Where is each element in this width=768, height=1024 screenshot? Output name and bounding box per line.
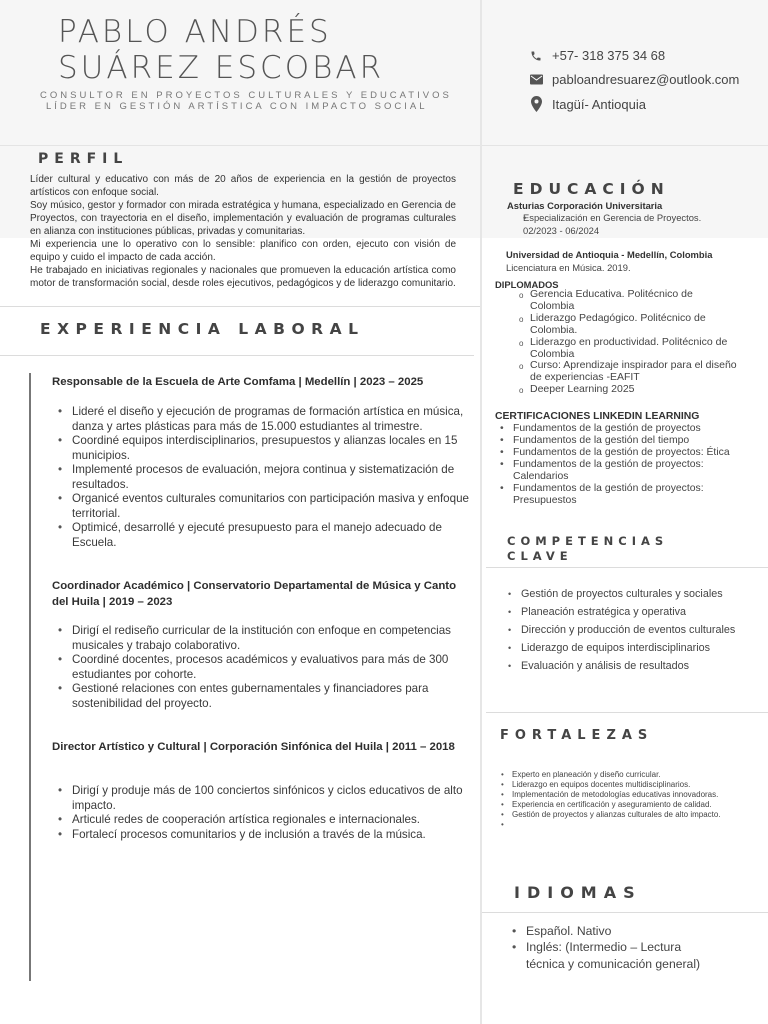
list-item: • Optimicé, desarrollé y ejecuté presupuesto para el manejo adecuado de Escuela. (72, 521, 476, 550)
list-item: • Fundamentos de la gestión de proyectos: Calendarios (513, 459, 738, 483)
name-last: SUÁREZ ESCOBAR (58, 50, 385, 86)
job-title: Coordinador Académico | Conservatorio Departamental de Música y Canto del Huila | 2019 – 2023 (52, 580, 457, 608)
job-bullets (72, 405, 476, 550)
mail-icon (528, 74, 544, 85)
contact-location (528, 96, 646, 112)
divider (486, 567, 768, 568)
list-item: o Liderazgo Pedagógico. Politécnico de Colombia. (530, 313, 740, 337)
job-bullets (72, 624, 476, 711)
list-item: o Gerencia Educativa. Politécnico de Colombia (530, 289, 740, 313)
list-item: • Articulé redes de cooperación artística regionales e internacionales. (72, 813, 476, 828)
contact-email[interactable] (528, 72, 739, 87)
list-item: o Deeper Learning 2025 (530, 384, 740, 396)
degree-item: Licenciatura en Música. 2019. (506, 262, 631, 273)
list-item: • Especialización en Gerencia de Proyectos. (523, 212, 743, 224)
list-item: • Español. Nativo (526, 923, 716, 939)
list-item: • Gestioné relaciones con entes gubernamentales y financiadores para sostenibilidad del proyecto. (72, 682, 476, 711)
degree-dates: 02/2023 - 06/2024 (523, 225, 600, 236)
competencias-title-clave: CLAVE (507, 549, 573, 563)
list-item: • Implementación de metodologías educativas innovadoras. (512, 790, 742, 800)
certificaciones-title: CERTIFICACIONES LINKEDIN LEARNING (495, 411, 700, 422)
phone-icon (528, 50, 544, 62)
list-item: • Experto en planeación y diseño curricular. (512, 770, 742, 780)
list-item: • Dirigí el rediseño curricular de la institución con enfoque en competencias musicales y trabajo colaborativo. (72, 624, 476, 653)
educacion-title: EDUCACIÓN (513, 180, 670, 198)
divider (486, 712, 768, 713)
list-item: o Liderazgo en productividad. Politécnico de Colombia (530, 337, 740, 361)
certificaciones-list (513, 423, 738, 507)
competencias-list (521, 586, 761, 676)
idiomas-list (526, 923, 716, 972)
list-item: • Implementé procesos de evaluación, mejora continua y sistematización de resultados. (72, 463, 476, 492)
fortalezas-title: FORTALEZAS (500, 728, 654, 743)
job-title: Responsable de la Escuela de Arte Comfama | Medellín | 2023 – 2025 (52, 376, 424, 388)
list-item: • Fundamentos de la gestión del tiempo (513, 435, 738, 447)
list-item: • Dirección y producción de eventos culturales (521, 622, 761, 640)
list-item: • Fundamentos de la gestión de proyectos: Ética (513, 447, 738, 459)
divider (0, 306, 480, 307)
name-first: PABLO ANDRÉS (58, 14, 332, 50)
list-item: • Gestión de proyectos y alianzas culturales de alto impacto. (512, 810, 742, 820)
list-item: • Inglés: (Intermedio – Lectura técnica y comunicación general) (526, 939, 716, 972)
list-item: o Curso: Aprendizaje inspirador para el diseño de experiencias -EAFIT (530, 360, 740, 384)
job-bullets (72, 784, 476, 842)
list-item: • Fundamentos de la gestión de proyectos (513, 423, 738, 435)
perfil-paragraph: Soy músico, gestor y formador con mirada estratégica y humana, especializado en Gerencia de Proyectos, con trayectoria en el diseño, implementación y evaluación de programas culturales en alianza con instituciones públicas, privadas y comunitarias. (30, 200, 456, 237)
list-item: • Fortalecí procesos comunitarios y de inclusión a través de la música. (72, 828, 476, 843)
divider (0, 355, 474, 356)
list-item: • Liderazgo en equipos docentes multidisciplinarios. (512, 780, 742, 790)
perfil-title: PERFIL (38, 151, 129, 167)
list-item: • Experiencia en certificación y aseguramiento de calidad. (512, 800, 742, 810)
list-item: • Planeación estratégica y operativa (521, 604, 761, 622)
list-item: • Organicé eventos culturales comunitarios con participación masiva y enfoque territorial. (72, 492, 476, 521)
degree-list (523, 212, 743, 224)
diplomados-list (530, 289, 740, 396)
tagline-lider: LÍDER EN GESTIÓN ARTÍSTICA CON IMPACTO SOCIAL (46, 101, 428, 112)
institution-name: Asturias Corporación Universitaria (507, 200, 663, 211)
perfil-paragraph: Líder cultural y educativo con más de 20 años de experiencia en la gestión de proyectos artísticos con enfoque social. (30, 174, 456, 198)
list-item: • Lideré el diseño y ejecución de programas de formación artística en música, danza y artes plásticas para más de 15.000 estudiantes al trimestre. (72, 405, 476, 434)
perfil-paragraph: He trabajado en iniciativas regionales y nacionales que promueven la educación artística como motor de transformación social, desde roles ejecutivos, pedagógicos y de liderazgo comunitario. (30, 265, 456, 289)
location-text: Itagüí- Antioquia (552, 96, 646, 112)
idiomas-title: IDIOMAS (514, 883, 642, 902)
institution-name: Universidad de Antioquia - Medellín, Colombia (506, 249, 713, 260)
list-item: • Gestión de proyectos culturales y sociales (521, 586, 761, 604)
diplomados-title: DIPLOMADOS (495, 279, 559, 290)
divider (482, 912, 768, 913)
list-item: • Fundamentos de la gestión de proyectos: Presupuestos (513, 483, 738, 507)
tagline-consultor: CONSULTOR EN PROYECTOS CULTURALES Y EDUCATIVOS (40, 90, 452, 101)
phone-text: +57- 318 375 34 68 (552, 48, 666, 63)
list-item: • Evaluación y análisis de resultados (521, 658, 761, 676)
location-pin-icon (528, 96, 544, 112)
list-item (512, 820, 742, 830)
experiencia-title: EXPERIENCIA LABORAL (40, 320, 365, 338)
contact-phone[interactable] (528, 48, 665, 63)
experience-timeline-bar (29, 373, 31, 981)
column-divider (480, 0, 482, 1024)
email-text: pabloandresuarez@outlook.com (552, 72, 740, 87)
list-item: • Coordiné docentes, procesos académicos y evaluativos para más de 300 estudiantes por cohorte. (72, 653, 476, 682)
list-item: • Dirigí y produje más de 100 conciertos sinfónicos y ciclos educativos de alto impacto. (72, 784, 476, 813)
list-item: • Coordiné equipos interdisciplinarios, presupuestos y alianzas locales en 15 municipios. (72, 434, 476, 463)
competencias-title: COMPETENCIAS (507, 534, 669, 548)
perfil-paragraph: Mi experiencia une lo operativo con lo sensible: planifico con orden, ejecuto con visión de equipo y cuido el impacto de cada acción. (30, 239, 456, 263)
fortalezas-list (512, 770, 742, 830)
job-title: Director Artístico y Cultural | Corporación Sinfónica del Huila | 2011 – 2018 (52, 741, 455, 753)
list-item: • Liderazgo de equipos interdisciplinarios (521, 640, 761, 658)
